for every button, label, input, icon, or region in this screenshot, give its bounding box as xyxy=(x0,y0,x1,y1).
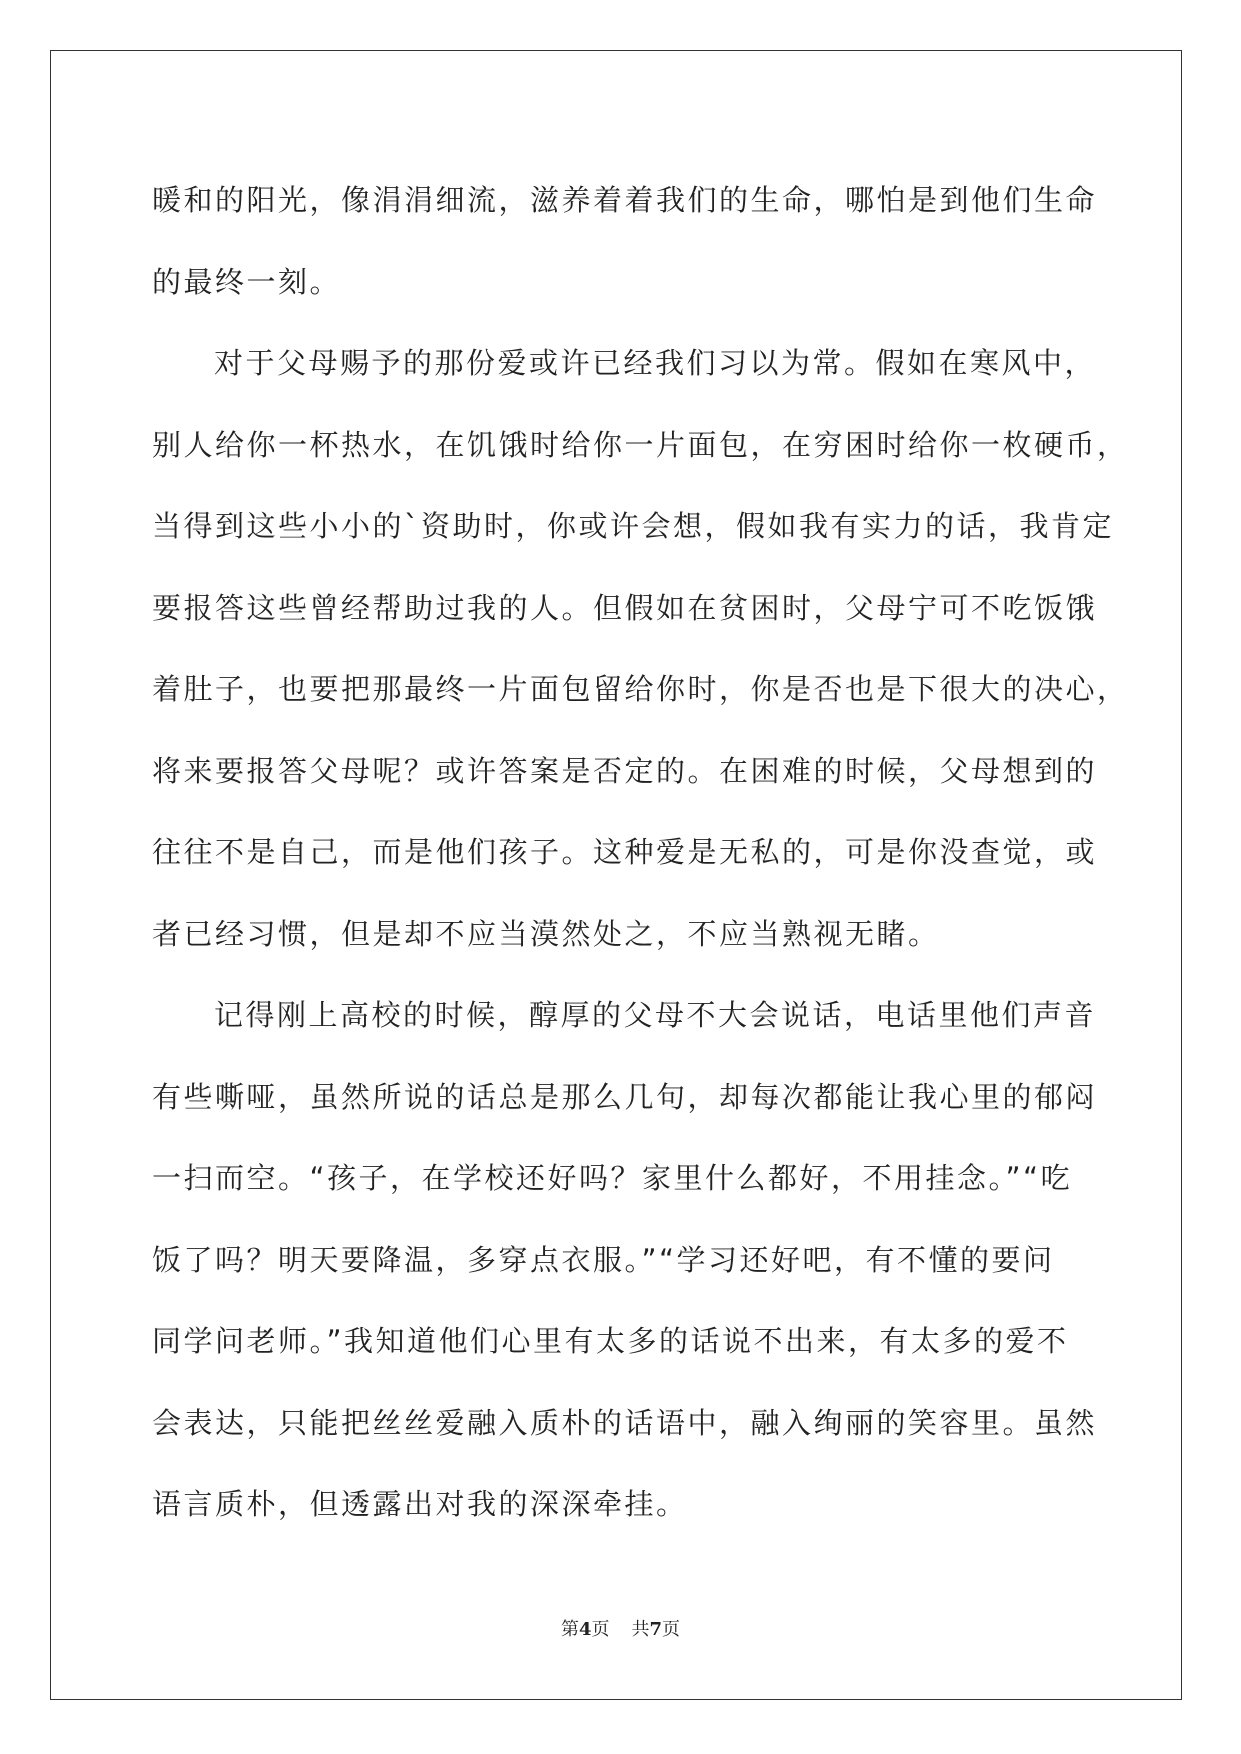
text-line: 的最终一刻。 xyxy=(152,264,342,299)
paragraph-1 xyxy=(152,160,1104,323)
text-line: 有些嘶哑，虽然所说的话总是那么几句，却每次都能让我心里的郁闷 xyxy=(152,1079,1098,1114)
text-line: 会表达，只能把丝丝爱融入质朴的话语中，融入绚丽的笑容里。虽然 xyxy=(152,1405,1098,1440)
text-line: 一扫而空。“孩子，在学校还好吗？家里什么都好，不用挂念。”“吃 xyxy=(152,1161,1073,1195)
text-line: 别人给你一杯热水，在饥饿时给你一片面包，在穷困时给你一枚硬币， xyxy=(152,427,1129,462)
total-prefix: 共 xyxy=(631,1619,650,1640)
page-prefix: 第 xyxy=(560,1619,579,1640)
text-line: 记得刚上高校的时候，醇厚的父母不大会说话，电话里他们声音 xyxy=(214,998,1097,1032)
page-footer xyxy=(0,1615,1241,1641)
text-line: 同学问老师。”我知道他们心里有太多的话说不出来，有太多的爱不 xyxy=(152,1324,1069,1358)
total-suffix: 页 xyxy=(662,1619,681,1640)
text-line: 要报答这些曾经帮助过我的人。但假如在贫困时，父母宁可不吃饭饿 xyxy=(152,590,1098,625)
page-number: 4 xyxy=(578,1619,592,1640)
text-line: 着肚子，也要把那最终一片面包留给你时，你是否也是下很大的决心， xyxy=(152,672,1129,706)
document-body xyxy=(152,160,1129,1546)
paragraph-2 xyxy=(152,323,1129,975)
total-pages: 7 xyxy=(649,1619,663,1640)
text-line: 将来要报答父母呢？或许答案是否定的。在困难的时候，父母想到的 xyxy=(152,753,1098,788)
text-line: 往往不是自己，而是他们孩子。这种爱是无私的，可是你没查觉，或 xyxy=(152,835,1098,869)
text-line: 对于父母赐予的那份爱或许已经我们习以为常。假如在寒风中， xyxy=(214,346,1097,380)
text-line: 者已经习惯，但是却不应当漠然处之，不应当熟视无睹。 xyxy=(152,916,940,951)
text-line: 饭了吗？明天要降温，多穿点衣服。”“学习还好吧，有不懂的要问 xyxy=(152,1242,1055,1277)
text-line: 暖和的阳光，像涓涓细流，滋养着着我们的生命，哪怕是到他们生命 xyxy=(152,183,1098,217)
text-line: 语言质朴，但透露出对我的深深牵挂。 xyxy=(152,1487,688,1521)
page-suffix: 页 xyxy=(591,1619,610,1640)
paragraph-3 xyxy=(152,975,1104,1546)
text-line: 当得到这些小小的`资助时，你或许会想，假如我有实力的话，我肯定 xyxy=(152,509,1115,543)
